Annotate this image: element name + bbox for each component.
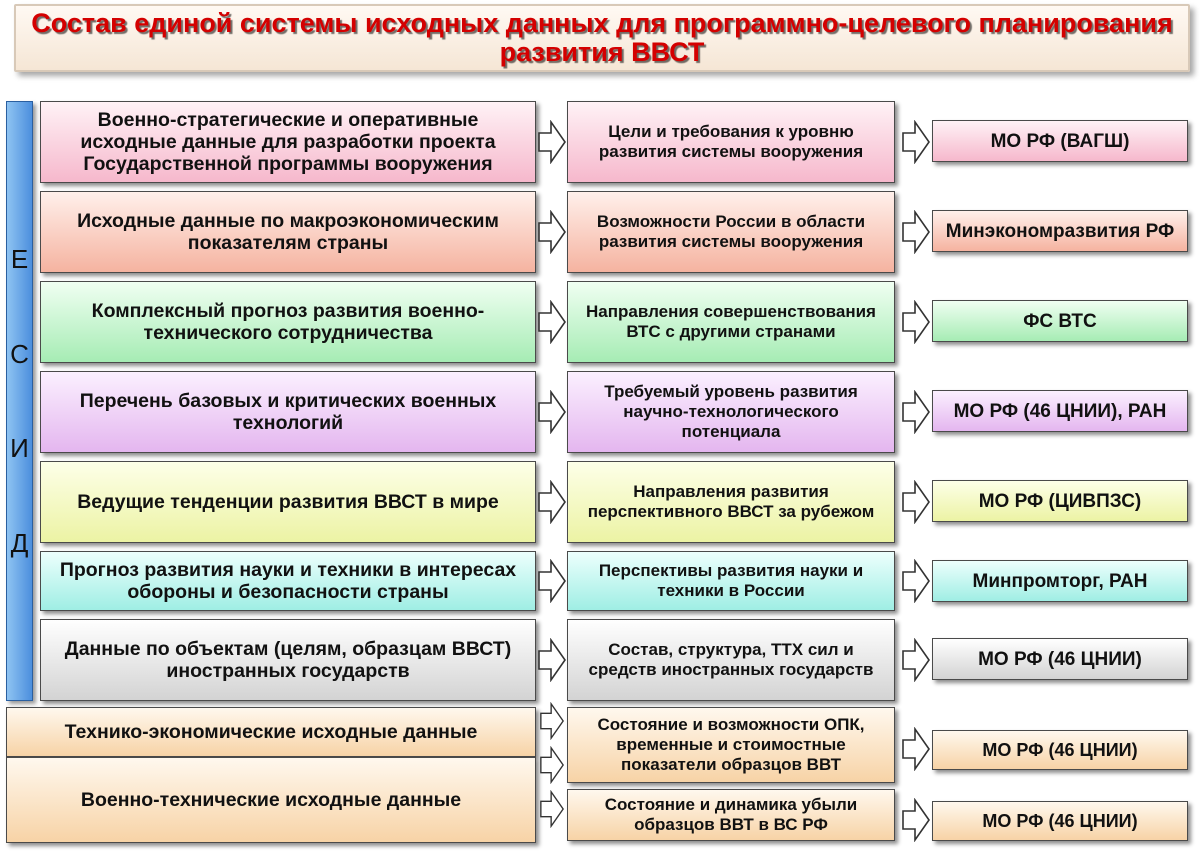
esid-letter: Е [10,244,29,275]
owner-box-46cnii: МО РФ (46 ЦНИИ) [932,638,1188,680]
source-box-vts-forecast: Комплексный прогноз развития военно-технического сотрудничества [40,281,536,363]
source-box-macroeconomic: Исходные данные по макроэкономическим показателям страны [40,191,536,273]
page-title: Состав единой системы исходных данных для программно-целевого планирования развития ВВСТ [31,8,1173,67]
arrow-right-icon [538,120,566,164]
content-box-tech-potential: Требуемый уровень развития научно-технологического потенциала [567,371,895,453]
arrow-right-icon [902,798,930,842]
arrow-right-icon [902,727,930,771]
owner-box-46cnii-ran: МО РФ (46 ЦНИИ), РАН [932,390,1188,432]
content-box-vvt-loss: Состояние и динамика убыли образцов ВВТ в ВС РФ [567,789,895,841]
esid-letter: И [10,433,29,464]
arrow-right-icon [902,120,930,164]
arrow-right-icon [902,210,930,254]
arrow-right-icon [540,702,564,740]
content-box-goals: Цели и требования к уровню развития системы вооружения [567,101,895,183]
content-box-russia-capabilities: Возможности России в области развития системы вооружения [567,191,895,273]
content-box-science-prospects: Перспективы развития науки и техники в России [567,551,895,611]
arrow-right-icon [540,790,564,828]
arrow-right-icon [902,559,930,603]
content-box-foreign-forces: Состав, структура, ТТХ сил и средств иностранных государств [567,619,895,701]
source-box-foreign-objects: Данные по объектам (целям, образцам ВВСТ) иностранных государств [40,619,536,701]
source-box-critical-technologies: Перечень базовых и критических военных технологий [40,371,536,453]
source-box-science-forecast: Прогноз развития науки и техники в интересах обороны и безопасности страны [40,551,536,611]
arrow-right-icon [538,390,566,434]
arrow-right-icon [538,638,566,682]
source-box-world-trends: Ведущие тенденции развития ВВСТ в мире [40,461,536,543]
arrow-right-icon [538,559,566,603]
esid-letter: С [10,338,29,369]
owner-box-46cnii-loss: МО РФ (46 ЦНИИ) [932,801,1188,841]
source-box-military-strategic: Военно-стратегические и оперативные исходные данные для разработки проекта Государственной программы вооружения [40,101,536,183]
title-banner [14,4,1190,72]
arrow-right-icon [540,746,564,784]
esid-letter: Д [10,527,29,558]
owner-box-fs-vts: ФС ВТС [932,300,1188,342]
arrow-right-icon [902,300,930,344]
owner-box-vagsh: МО РФ (ВАГШ) [932,120,1188,162]
arrow-right-icon [538,210,566,254]
owner-box-civpzs: МО РФ (ЦИВПЗС) [932,480,1188,522]
source-box-military-technical: Военно-технические исходные данные [6,757,536,843]
arrow-right-icon [538,300,566,344]
arrow-right-icon [902,390,930,434]
esid-vertical-label [6,101,33,701]
arrow-right-icon [538,480,566,524]
source-box-tech-economic: Технико-экономические исходные данные [6,707,536,757]
arrow-right-icon [902,638,930,682]
content-box-vts-directions: Направления совершенствования ВТС с другими странами [567,281,895,363]
owner-box-46cnii-opk: МО РФ (46 ЦНИИ) [932,730,1188,770]
arrow-right-icon [902,480,930,524]
content-box-foreign-directions: Направления развития перспективного ВВСТ за рубежом [567,461,895,543]
content-box-opk-state: Состояние и возможности ОПК, временные и стоимостные показатели образцов ВВТ [567,707,895,783]
owner-box-minpromtorg-ran: Минпромторг, РАН [932,560,1188,602]
owner-box-mineconomy: Минэкономразвития РФ [932,210,1188,252]
